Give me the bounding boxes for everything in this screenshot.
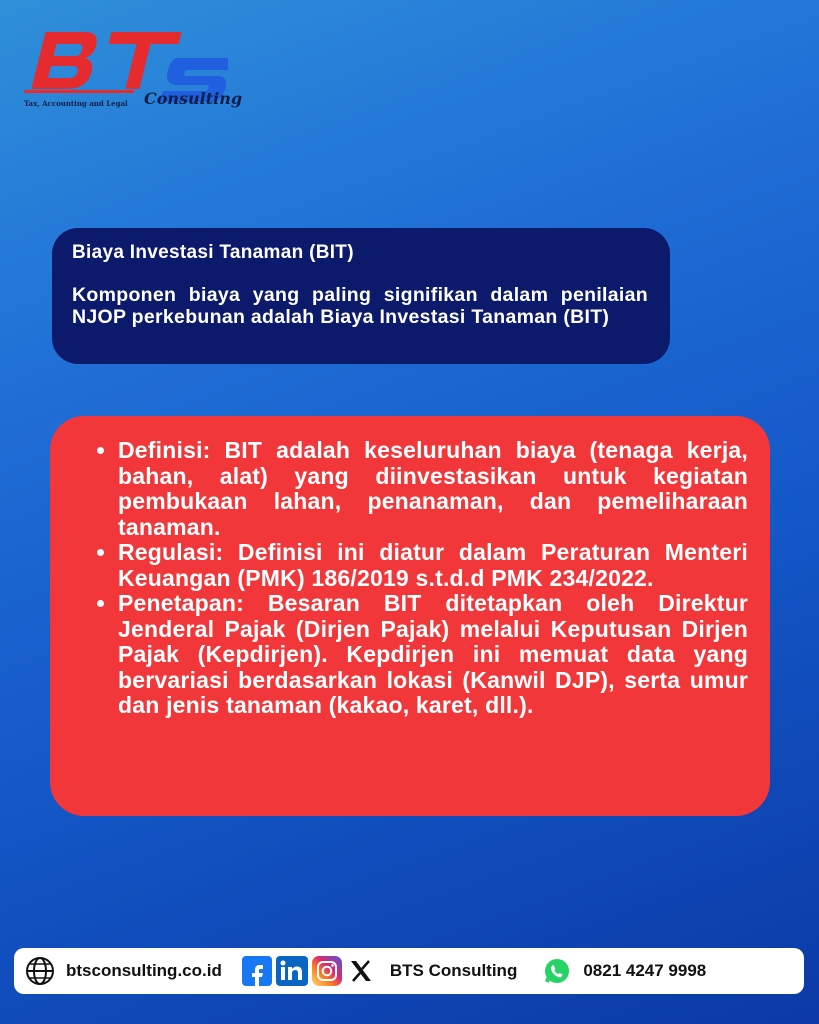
details-card xyxy=(50,416,770,816)
detail-definisi: • Definisi: BIT adalah keseluruhan biaya (tenaga kerja, bahan, alat) yang diinvestasikan untuk kegiatan pembukaan lahan, penanaman, dan pemeliharaan tanaman. xyxy=(118,438,748,540)
phone-number[interactable]: 0821 4247 9998 xyxy=(583,961,707,980)
card-heading: Biaya Investasi Tanaman (BIT) xyxy=(72,242,354,263)
title-card xyxy=(52,228,670,364)
website-link[interactable]: btsconsulting.co.id xyxy=(66,961,222,980)
footer-bar xyxy=(14,948,804,994)
card-description: Komponen biaya yang paling signifikan dalam penilaian NJOP perkebunan adalah Biaya Investasi Tanaman (BIT) xyxy=(72,284,648,328)
linkedin-icon[interactable] xyxy=(276,956,308,986)
details-list xyxy=(92,438,748,719)
x-icon[interactable] xyxy=(348,958,374,984)
globe-icon xyxy=(24,955,56,987)
social-name: BTS Consulting xyxy=(389,961,518,980)
logo-tagline: Tax, Accounting and Legal xyxy=(24,99,128,108)
detail-penetapan: • Penetapan: Besaran BIT ditetapkan oleh Direktur Jenderal Pajak (Dirjen Pajak) melalui Keputusan Dirjen Pajak (Kepdirjen). Kepdirjen ini memuat data yang bervariasi berdasarkan lokasi (Kanwil DJP), serta umur dan jenis tanaman (kakao, karet, dll.). xyxy=(118,591,748,719)
facebook-icon[interactable] xyxy=(242,956,272,986)
instagram-icon[interactable] xyxy=(312,956,342,986)
logo-subtitle: Consulting xyxy=(144,89,243,108)
detail-regulasi: • Regulasi: Definisi ini diatur dalam Peraturan Menteri Keuangan (PMK) 186/2019 s.t.d.d PMK 234/2022. xyxy=(118,540,748,591)
whatsapp-icon[interactable] xyxy=(543,957,571,985)
